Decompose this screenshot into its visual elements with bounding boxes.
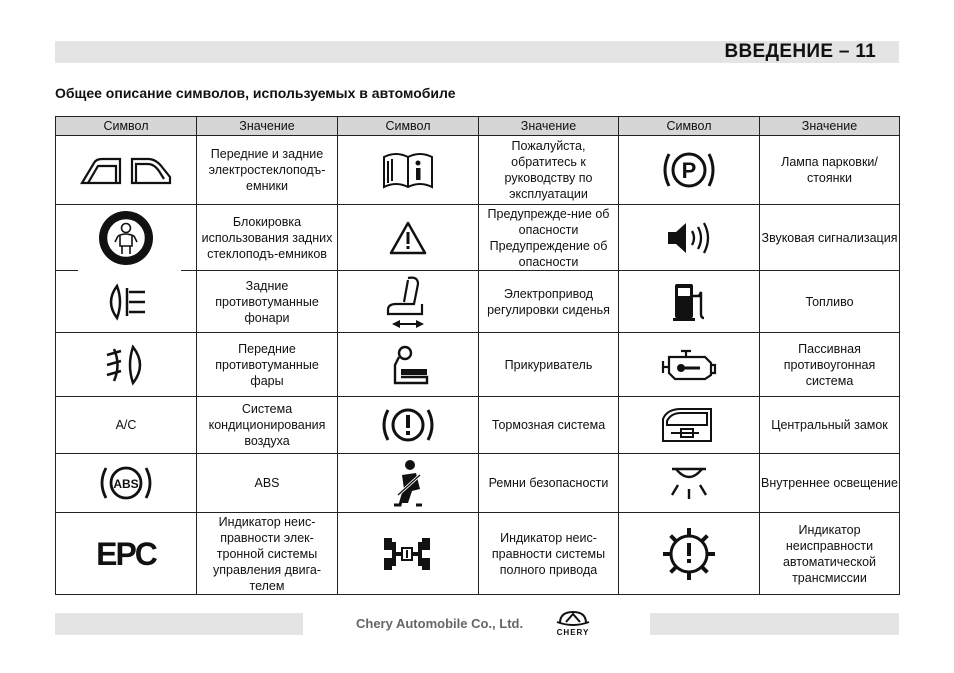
column-header: Символ [619,117,760,136]
symbol-cell [619,333,760,397]
table-row [56,397,900,454]
symbol-cell [338,513,479,595]
table-row [56,205,900,271]
symbol-cell [619,136,760,205]
chery-logo [548,608,598,636]
symbol-cell [338,136,479,205]
symbol-cell [338,205,479,271]
meaning-cell: Ремни безопасности [479,454,619,513]
cell-border-gap [78,270,181,273]
manual-info-icon [378,147,438,193]
symbol-cell [619,271,760,333]
child-lock-icon [96,208,156,268]
meaning-cell: Предупрежде-ние об опасности Предупреждение об опасности [479,205,619,271]
horn-icon [662,218,716,258]
meaning-cell: Передние и задние электростеклоподъ-емники [197,136,338,205]
meaning-cell: Задние противотуманные фонари [197,271,338,333]
column-header: Значение [479,117,619,136]
symbol-cell [619,205,760,271]
front-fog-light-icon [99,343,153,387]
svg-text:P: P [681,158,697,183]
meaning-cell: Внутреннее освещение [760,454,900,513]
power-windows-icon [76,153,176,187]
abs-icon-label: ABS [113,477,139,491]
symbol-cell [619,454,760,513]
symbol-cell [338,271,479,333]
meaning-cell: Блокировка использования задних стеклоподъ-емников [197,205,338,271]
ac-symbol: A/C [56,397,197,454]
power-seat-icon [378,274,438,330]
meaning-cell: Пожалуйста, обратитесь к руководству по эксплуатации [479,136,619,205]
meaning-cell: Пассивная противоугонная система [760,333,900,397]
table-row [56,454,900,513]
meaning-cell: Индикатор неис-правности системы полного привода [479,513,619,595]
footer-bar-right [650,613,899,635]
awd-fault-icon [378,532,438,576]
meaning-cell: Топливо [760,271,900,333]
column-header: Значение [760,117,900,136]
meaning-cell: Электропривод регулировки сиденья [479,271,619,333]
meaning-cell: Индикатор неисправности автоматической трансмиссии [760,513,900,595]
symbol-cell [338,397,479,454]
meaning-cell: Индикатор неис-правности элек-тронной системы управления двига-телем [197,513,338,595]
brake-system-icon [378,402,438,448]
meaning-cell: Лампа парковки/стоянки [760,136,900,205]
central-lock-icon [659,405,719,445]
immobilizer-icon [659,343,719,387]
footer-company: Chery Automobile Co., Ltd. [356,616,524,631]
symbol-cell [56,271,197,333]
fuel-icon [667,280,711,324]
table-row [56,271,900,333]
abs-icon [96,461,156,505]
column-header: Символ [338,117,479,136]
symbol-cell [619,397,760,454]
table-row [56,513,900,595]
meaning-cell: Звуковая сигнализация [760,205,900,271]
symbol-cell [338,333,479,397]
table-row [56,136,900,205]
table-header-row [56,117,900,136]
meaning-cell: Прикуриватель [479,333,619,397]
logo-text: CHERY [556,628,590,636]
page-title: ВВЕДЕНИЕ – 11 [724,41,876,62]
transmission-fault-icon [661,526,717,582]
seat-belt-icon [386,457,430,509]
column-header: Символ [56,117,197,136]
symbols-table [55,116,900,595]
meaning-cell: Центральный замок [760,397,900,454]
hazard-warning-icon [388,220,428,256]
table-row [56,333,900,397]
interior-light-icon [664,463,714,503]
cigarette-lighter-icon [383,343,433,387]
symbol-cell [338,454,479,513]
symbol-cell [56,136,197,205]
section-subtitle: Общее описание символов, используемых в автомобиле [55,85,456,101]
meaning-cell: Тормозная система [479,397,619,454]
footer-bar-left [55,613,303,635]
symbol-cell [619,513,760,595]
epc-symbol: EPC [56,513,197,595]
rear-fog-light-icon [101,282,151,322]
parking-brake-icon [659,145,719,195]
symbol-cell [56,333,197,397]
symbol-cell [56,454,197,513]
meaning-cell: ABS [197,454,338,513]
meaning-cell: Система кондиционирования воздуха [197,397,338,454]
symbol-cell [56,205,197,271]
meaning-cell: Передние противотуманные фары [197,333,338,397]
column-header: Значение [197,117,338,136]
